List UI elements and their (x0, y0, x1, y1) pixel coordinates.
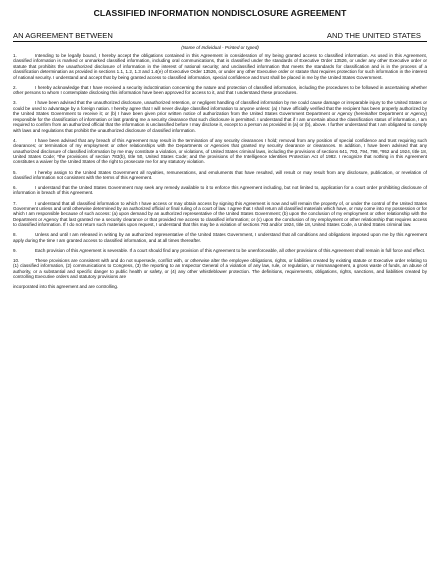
paragraph-number: 7. (13, 200, 17, 206)
paragraph-number: 8. (13, 232, 17, 238)
paragraph-number: 5. (13, 169, 17, 175)
closing-line: incorporated into this agreement and are controlling. (13, 284, 119, 290)
paragraph-number: 3. (13, 100, 17, 106)
united-states-label: AND THE UNITED STATES (326, 31, 421, 40)
paragraph-number: 9. (13, 247, 17, 253)
paragraph-number: 1. (13, 53, 17, 58)
document-title: CLASSIFIED INFORMATION NONDISCLOSURE AGREEMENT (93, 8, 347, 18)
paragraph-text: I understand that all classified information to which I have access or may obtain access by signing this Agreement is now and will remain the property of, or under the control of the United States Government unless and until otherwise determined by an authorized official or final ruling of a court of law. I agree that I shall return all classified materials which have, or may come into my possession or for which I am responsible because of such access: (a) upon demand by an authorized representative of the United States Government; (b) upon the conclusion of my employment or other relationship with the Department or Agency that last granted me a security clearance or that provided me access to classified information; or (c) upon the conclusion of my employment or other relationship that requires access to classified information. If I do not return such materials upon request, I understand that this may be a violation of sections 793 and/or 1924, title 18, United States Code, a United States criminal law. (13, 200, 427, 228)
paragraph (13, 53, 427, 80)
paragraph (13, 185, 427, 196)
paragraph-text: I hereby assign to the United States Government all royalties, remunerations, and emoluments that have resulted, will result or may result from any disclosure, publication, or revelation of classified information not consistent with the terms of this Agreement. (13, 169, 427, 180)
paragraph-number: 4. (13, 137, 17, 143)
paragraph (13, 232, 427, 243)
paragraph (13, 138, 427, 165)
name-field-caption: (Name of Individual - Printed or typed) (181, 45, 259, 50)
paragraph (13, 100, 427, 133)
paragraph-text: Each provision of this Agreement is severable. If a court should find any provision of this Agreement to be unenforceable, all other provisions of this Agreement shall remain in full force and effect. (35, 247, 426, 253)
paragraph-text: I hereby acknowledge that I have received a security indoctrination concerning the nature and protection of classified information, including the procedures to be followed in ascertaining whether other persons to whom I contemplate disclosing this information have been approved for access to it, and that I understand these procedures. (13, 84, 427, 96)
agreement-paragraphs (13, 53, 427, 280)
paragraph-text: I have been advised that any breach of this Agreement may result in the termination of any security clearances I hold; removal from any position of special confidence and trust requiring such clearances; or termination of my employment or other relationships with the Departments or Agencies that granted my security clearance or clearances. In addition, I have been advised that any unauthorized disclosure of classified information by me may constitute a violation, or violations, of United States criminal laws, including the provisions of sections 641, 793, 794, 798, *952 and 1924, title 18, United States Code; *the provisions of section 783(b), title 50, United States Code; and the provisions of the Intelligence Identities Protection Act of 1982. I recognize that nothing in this Agreement constitutes a waiver by the United States of the right to prosecute me for any statutory violation. (13, 137, 427, 165)
paragraph (13, 85, 427, 96)
paragraph (13, 248, 427, 253)
paragraph-number: 2. (13, 84, 17, 90)
paragraph-text: Unless and until I am released in writing by an authorized representative of the United States Government, I understand that all conditions and obligations imposed upon me by this Agreement apply during the time I am granted access to classified information, and at all times thereafter. (13, 232, 427, 243)
paragraph-text: These provisions are consistent with and do not supersede, conflict with, or otherwise alter the employee obligations, rights, or liabilities created by existing statute or Executive order relating to (1) classified information, (2) communications to Congress, (3) the reporting to an Inspector General of a violation of any law, rule, or regulation, or mismanagement, a gross waste of funds, an abuse of authority, or a substantial and specific danger to public health or safety, or (4) any other whistleblower protection. The definitions, requirements, obligations, rights, sanctions, and liabilities created by controlling Executive orders and statutory provisions are (13, 257, 427, 280)
paragraph (13, 258, 427, 280)
paragraph-number: 6. (13, 185, 17, 191)
paragraph (13, 201, 427, 228)
paragraph-text: I have been advised that the unauthorized disclosure, unauthorized retention, or negligent handling of classified information by me could cause damage or irreparable injury to the United States or could be used to advantage by a foreign nation. I hereby agree that I will never divulge classified information to anyone unless: (a) I have officially verified that the recipient has been properly authorized by the United States Government to receive it; or (b) I have been given prior written notice of authorization from the United States Government Department or Agency (hereinafter Department or Agency) responsible for the classification of information or last granting me a security clearance that such disclosure is permitted. I understand that if I am uncertain about the classification status of information, I am required to confirm from an authorized official that the information is unclassified before I may disclose it, except to a person as provided in (a) or (b), above. I further understand that I am obligated to comply with laws and regulations that prohibit the unauthorized disclosure of classified information. (13, 100, 427, 133)
paragraph (13, 170, 427, 181)
paragraph-number: 10. (13, 257, 20, 263)
paragraph-text: Intending to be legally bound, I hereby accept the obligations contained in this Agreement in consideration of my being granted access to classified information. As used in this Agreement, classified information is marked or unmarked classified information, including oral communications, that is classified under the standards of Executive Order 13526, or under any other Executive order or statute that prohibits the unauthorized disclosure of information in the interest of national security; and unclassified information that meets the standards for classification and is in the process of a classification determination as provided in sections 1.1, 1.2, 1.3 and 1.4(e) of Executive Order 13526, or under any other Executive order or statute that requires protection for such information in the interest of national security. I understand and accept that by being granted access to classified information, special confidence and trust shall be placed in me by the United States Government. (13, 53, 427, 80)
paragraph-text: I understand that the United States Government may seek any remedy available to it to enforce this Agreement including, but not limited to, application for a court order prohibiting disclosure of information in breach of this Agreement. (13, 185, 427, 196)
agreement-parties-line (13, 31, 427, 42)
agreement-between-label: AN AGREEMENT BETWEEN (13, 31, 113, 40)
